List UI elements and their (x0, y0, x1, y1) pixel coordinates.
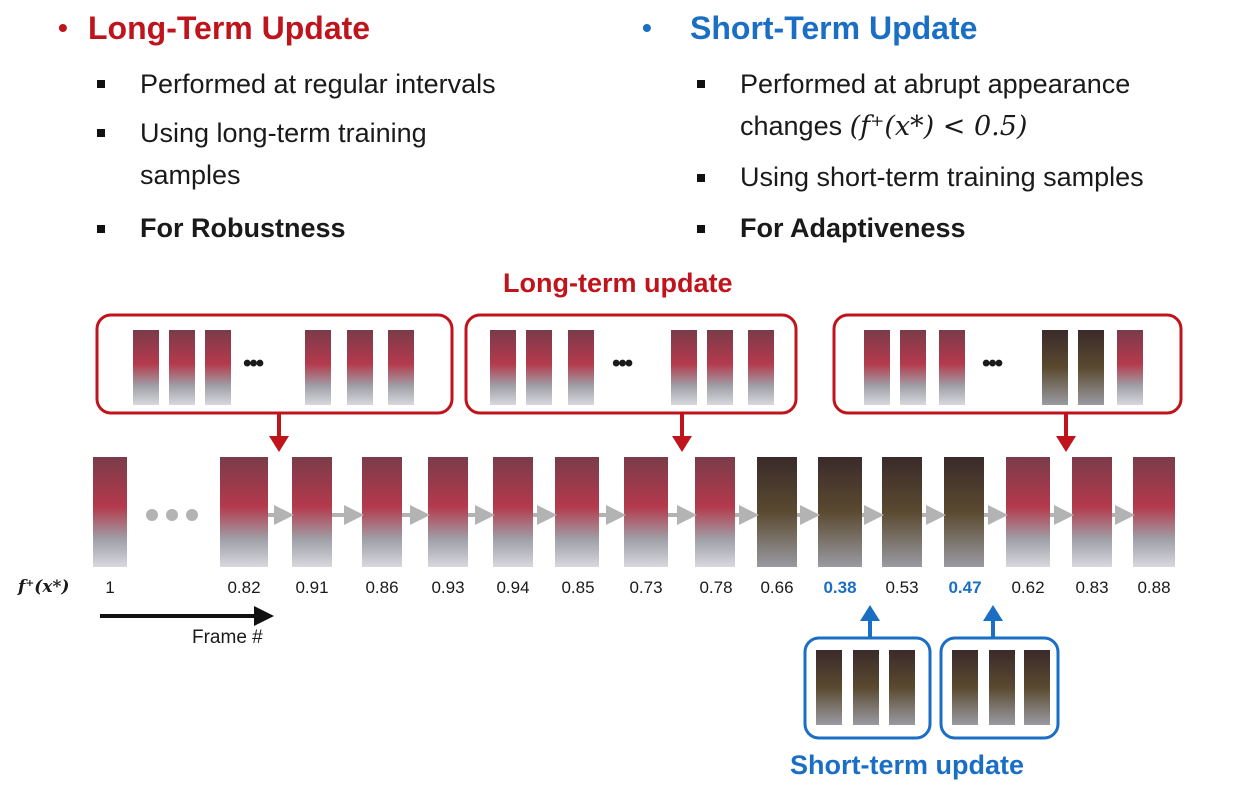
score-value: 0.88 (1137, 578, 1171, 597)
right-item-3: For Adaptiveness (740, 213, 966, 243)
left-item-2: Using long-term training samples (140, 118, 427, 190)
score-value: 0.86 (365, 578, 399, 597)
long-term-caption: Long-term update (503, 268, 733, 298)
frame-sequence (93, 457, 1175, 567)
score-value: 1 (105, 578, 115, 597)
short-term-caption: Short-term update (790, 750, 1025, 780)
short-term-arrows (860, 605, 1003, 637)
long-term-heading: Long-Term Update (88, 10, 371, 46)
long-term-sample-box-3 (834, 315, 1181, 413)
right-bullet-dot: • (642, 12, 652, 43)
long-term-ellipsis-1: ••• (243, 350, 263, 377)
short-term-heading: Short-Term Update (690, 10, 978, 46)
left-item-3: For Robustness (140, 213, 346, 243)
long-term-ellipsis-2: ••• (612, 350, 632, 377)
score-value-low: 0.47 (948, 578, 982, 597)
long-term-arrows (269, 413, 1076, 452)
threshold-formula: (f⁺(x*) < 0.5) (849, 111, 1028, 142)
short-term-sample-box-2 (941, 638, 1058, 738)
frame-gap-dots (146, 509, 198, 521)
frame-axis-label: Frame # (192, 627, 263, 648)
right-item-2: Using short-term training samples (740, 162, 1144, 192)
score-label: f⁺(x*) (18, 577, 70, 597)
left-bullet-dot: • (58, 12, 68, 43)
long-term-sample-box-1 (97, 315, 452, 413)
score-value: 0.66 (760, 578, 794, 597)
score-value: 0.78 (699, 578, 733, 597)
score-value: 0.83 (1075, 578, 1109, 597)
score-value: 0.85 (561, 578, 595, 597)
score-value: 0.82 (227, 578, 261, 597)
score-value: 0.73 (629, 578, 663, 597)
right-item-1-text: Performed at abrupt appearance changes (740, 69, 1131, 141)
short-term-sample-box-1 (805, 638, 930, 738)
score-value: 0.91 (295, 578, 329, 597)
long-term-ellipsis-3: ••• (982, 350, 1002, 377)
score-value: 0.93 (431, 578, 465, 597)
score-value: 0.94 (496, 578, 530, 597)
score-value: 0.62 (1011, 578, 1045, 597)
score-value-low: 0.38 (823, 578, 857, 597)
score-value: 0.53 (885, 578, 919, 597)
left-item-1: Performed at regular intervals (140, 69, 496, 99)
